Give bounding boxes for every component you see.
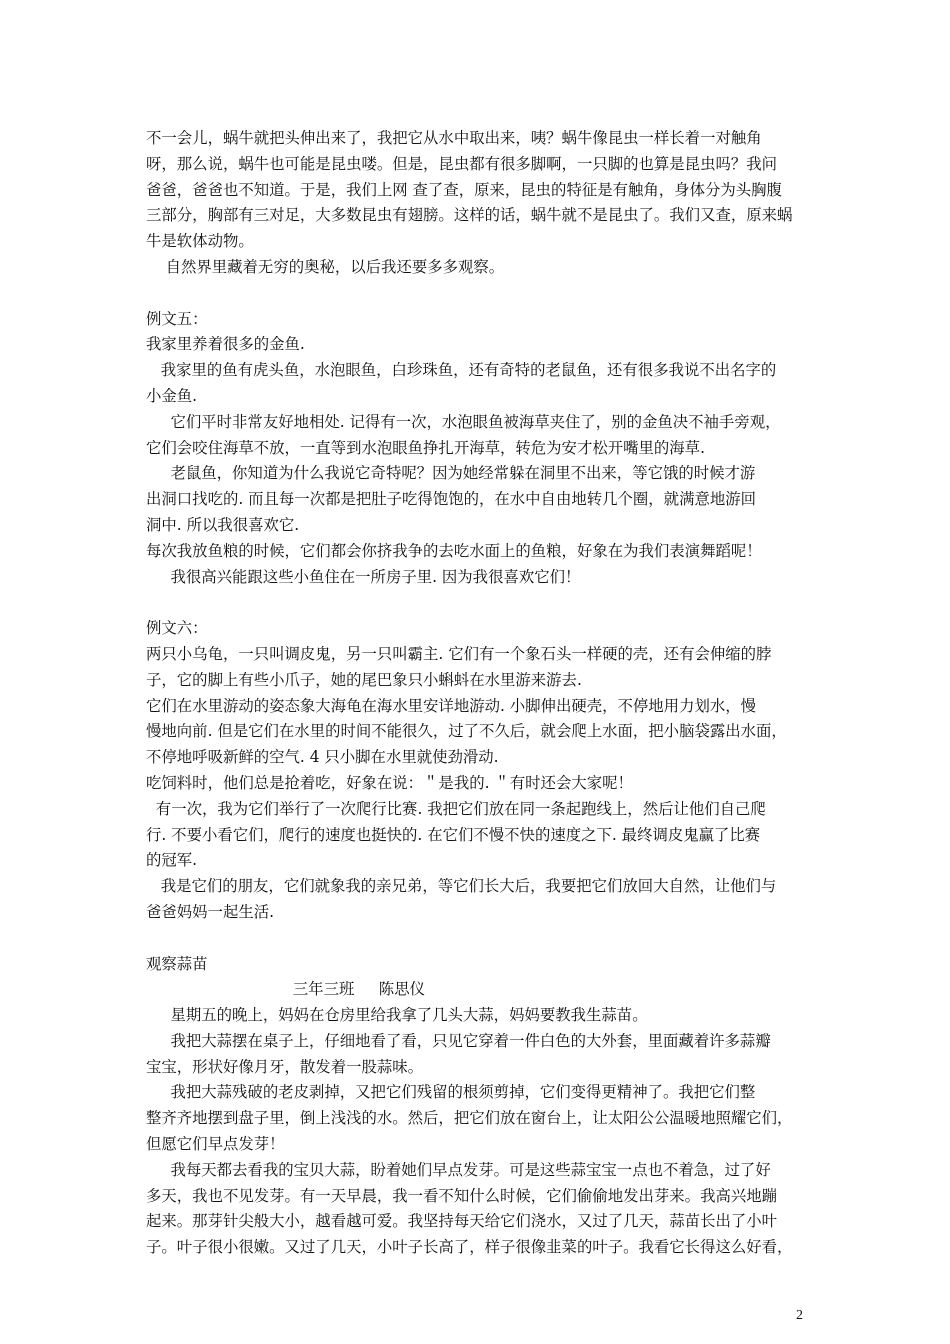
text-line: 爸爸妈妈一起生活. (146, 902, 275, 921)
essay-title: 观察蒜苗 (146, 954, 208, 973)
text-line: 行. 不要小看它们，爬行的速度也挺快的. 在它们不慢不快的速度之下. 最终调皮鬼赢了比赛 (146, 825, 761, 844)
text-line: 它们平时非常友好地相处. 记得有一次，水泡眼鱼被海草夹住了，别的金鱼决不袖手旁观， (146, 412, 781, 431)
text-line: 但愿它们早点发芽！ (146, 1135, 285, 1154)
text-line: 多天，我也不见发芽。有一天早晨，我一看不知什么时候，它们偷偷地发出芽来。我高兴地蹦 (146, 1186, 778, 1205)
text-line: 子，它的脚上有些小爪子，她的尾巴象只小蝌蚪在水里游来游去. (146, 670, 582, 689)
text-line: 每次我放鱼粮的时候，它们都会你挤我争的去吃水面上的鱼粮，好象在为我们表演舞蹈呢！ (146, 541, 762, 560)
text-line: 的冠军. (146, 851, 198, 870)
document-body (146, 126, 816, 1261)
text-line: 星期五的晚上，妈妈在仓房里给我拿了几头大蒜，妈妈要教我生蒜苗。 (146, 1006, 648, 1025)
example-five (146, 307, 816, 591)
text-line: 自然界里藏着无穷的奥秘，以后我还要多多观察。 (146, 257, 505, 276)
text-line: 小金鱼. (146, 386, 198, 405)
blank-line (146, 926, 816, 952)
snail-passage (146, 126, 816, 281)
text-line: 宝宝，形状好像月牙，散发着一股蒜味。 (146, 1057, 424, 1076)
text-line: 起来。那芽针尖般大小，越看越可爱。我坚持每天给它们浇水，又过了几天，蒜苗长出了小叶 (146, 1212, 778, 1231)
text-line: 呀，那么说，蜗牛也可能是昆虫喽。但是，昆虫都有很多脚啊，一只脚的也算是昆虫吗？我问 (146, 154, 778, 173)
author-line: 三年三班 陈思仪 (146, 980, 425, 999)
text-line: 不停地呼吸新鲜的空气. 4 只小脚在水里就使劲滑动. (146, 748, 499, 767)
text-line: 我把大蒜残破的老皮剥掉，又把它们残留的根须剪掉，它们变得更精神了。我把它们整 (146, 1083, 756, 1102)
section-heading: 例文六： (146, 619, 208, 638)
text-line: 洞中. 所以我很喜欢它. (146, 515, 300, 534)
text-line: 老鼠鱼，你知道为什么我说它奇特呢？因为她经常躲在洞里不出来，等它饿的时候才游 (146, 464, 756, 483)
page-number: 2 (796, 1308, 803, 1323)
text-line: 我家里的鱼有虎头鱼，水泡眼鱼，白珍珠鱼，还有奇特的老鼠鱼，还有很多我说不出名字的 (146, 361, 777, 380)
text-line: 有一次，我为它们举行了一次爬行比赛. 我把它们放在同一条起跑线上，然后让他们自己爬 (146, 799, 766, 818)
text-line: 慢地向前. 但是它们在水里的时间不能很久，过了不久后，就会爬上水面，把小脑袋露出水面， (146, 722, 787, 741)
text-line: 我把大蒜摆在桌子上，仔细地看了看，只见它穿着一件白色的大外套，里面藏着许多蒜瓣 (146, 1031, 771, 1050)
text-line: 出洞口找吃的. 而且每一次都是把肚子吃得饱饱的，在水中自由地转几个圈，就满意地游回 (146, 490, 757, 509)
example-six (146, 616, 816, 926)
garlic-essay (146, 952, 816, 1262)
text-line: 牛是软体动物。 (146, 232, 254, 251)
text-line: 我家里养着很多的金鱼. (146, 335, 305, 354)
text-line: 我是它们的朋友，它们就象我的亲兄弟，等它们长大后，我要把它们放回大自然，让他们与 (146, 877, 777, 896)
text-line: 三部分，胸部有三对足，大多数昆虫有翅膀。这样的话，蜗牛就不是昆虫了。我们又查，原来蜗 (146, 206, 793, 225)
text-line: 吃饲料时，他们总是抢着吃，好象在说：＂是我的. ＂有时还会大家呢！ (146, 773, 633, 792)
text-line: 它们在水里游动的姿态象大海龟在海水里安详地游动. 小脚伸出硬壳，不停地用力划水，慢 (146, 696, 757, 715)
text-line: 我每天都去看我的宝贝大蒜，盼着她们早点发芽。可是这些蒜宝宝一点也不着急，过了好 (146, 1160, 771, 1179)
text-line: 它们会咬住海草不放，一直等到水泡眼鱼挣扎开海草，转危为安才松开嘴里的海草. (146, 438, 705, 457)
blank-line (146, 281, 816, 307)
text-line: 爸爸，爸爸也不知道。于是，我们上网 查了查，原来，昆虫的特征是有触角，身体分为头胸腹 (146, 180, 782, 199)
text-line: 整齐齐地摆到盘子里，倒上浅浅的水。然后，把它们放在窗台上，让太阳公公温暖地照耀它们， (146, 1109, 793, 1128)
text-line: 我很高兴能跟这些小鱼住在一所房子里. 因为我很喜欢它们！ (146, 567, 581, 586)
text-line: 不一会儿，蜗牛就把头伸出来了，我把它从水中取出来，咦？蜗牛像昆虫一样长着一对触角 (146, 129, 762, 147)
text-line: 两只小乌龟，一只叫调皮鬼，另一只叫霸主. 它们有一个象石头一样硬的壳，还有会伸缩的脖 (146, 644, 772, 663)
text-line: 子。叶子很小很嫩。又过了几天，小叶子长高了，样子很像韭菜的叶子。我看它长得这么好看， (146, 1238, 793, 1257)
section-heading: 例文五： (146, 309, 208, 328)
blank-line (146, 590, 816, 616)
